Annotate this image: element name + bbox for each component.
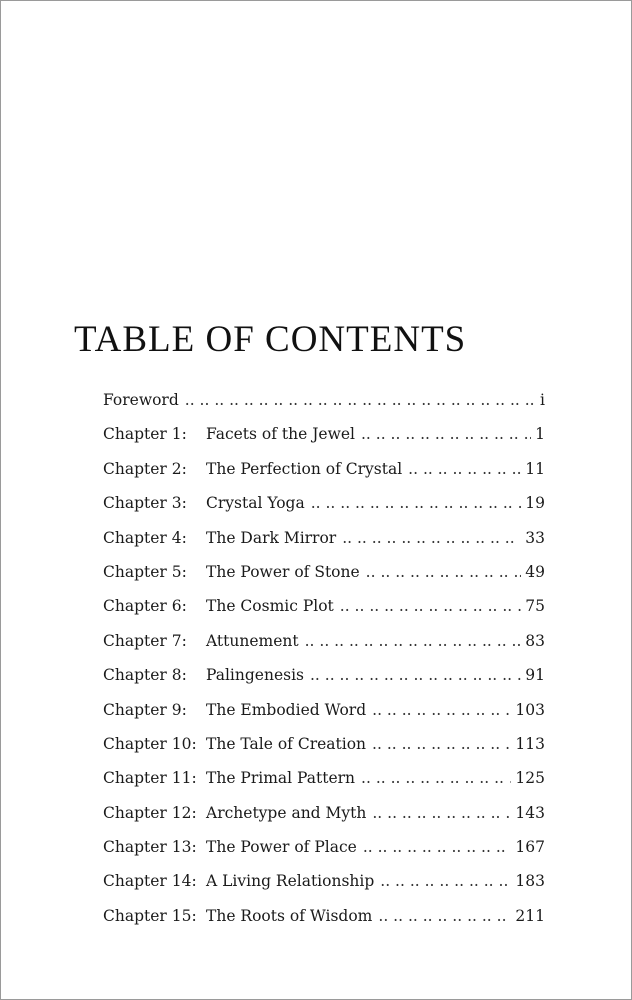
- toc-entry-foreword[interactable]: [103, 386, 545, 420]
- toc-page-number: i: [540, 391, 545, 409]
- chapter-title: The Dark Mirror: [206, 528, 337, 547]
- chapter-number: Chapter 3:: [103, 494, 187, 513]
- chapter-number: Chapter 2:: [103, 459, 187, 478]
- chapter-number: Chapter 15:: [103, 906, 197, 925]
- chapter-title: The Cosmic Plot: [206, 597, 334, 616]
- toc-page-number: 143: [515, 803, 545, 822]
- dot-leader: [361, 764, 511, 792]
- chapter-title: The Power of Place: [206, 838, 357, 857]
- toc-entry-chapter-4[interactable]: [103, 524, 545, 558]
- page-title: TABLE OF CONTENTS: [74, 319, 467, 360]
- dot-leader: [311, 489, 522, 517]
- toc-page-number: 211: [515, 906, 545, 925]
- chapter-title: The Primal Pattern: [206, 769, 356, 788]
- chapter-number: Chapter 9:: [103, 700, 187, 719]
- toc-page-number: 49: [525, 562, 545, 581]
- dot-leader: [408, 455, 521, 483]
- chapter-title: The Perfection of Crystal: [206, 459, 403, 478]
- chapter-number: Chapter 8:: [103, 666, 187, 685]
- dot-leader: [340, 592, 521, 620]
- toc-page-number: 1: [535, 425, 545, 444]
- toc-page-number: 113: [515, 734, 545, 753]
- chapter-title: Attunement: [206, 631, 299, 650]
- chapter-number: Chapter 12:: [103, 803, 197, 822]
- dot-leader: [363, 833, 512, 861]
- dot-leader: [366, 558, 522, 586]
- dot-leader: [372, 730, 511, 758]
- toc-entry-chapter-7[interactable]: [103, 627, 545, 661]
- toc-page-number: 103: [515, 700, 545, 719]
- toc-entry-chapter-6[interactable]: [103, 592, 545, 626]
- chapter-title: Archetype and Myth: [206, 803, 367, 822]
- toc-page-number: 33: [525, 528, 545, 547]
- dot-leader: [380, 867, 511, 895]
- toc-page-number: 125: [515, 769, 545, 788]
- toc-entry-chapter-12[interactable]: [103, 799, 545, 833]
- toc-entry-chapter-2[interactable]: [103, 455, 545, 489]
- dot-leader: [185, 386, 536, 414]
- chapter-number: Chapter 10:: [103, 734, 197, 753]
- chapter-number: Chapter 4:: [103, 528, 187, 547]
- toc-page-number: 75: [525, 597, 545, 616]
- chapter-title: Facets of the Jewel: [206, 425, 355, 444]
- chapter-number: Chapter 13:: [103, 838, 197, 857]
- toc-entry-chapter-1[interactable]: [103, 420, 545, 454]
- dot-leader: [372, 696, 511, 724]
- toc-entry-chapter-15[interactable]: [103, 902, 545, 936]
- dot-leader: [342, 524, 521, 552]
- chapter-number: Chapter 1:: [103, 425, 187, 444]
- dot-leader: [378, 902, 511, 930]
- table-of-contents: [103, 386, 545, 936]
- chapter-number: Chapter 11:: [103, 769, 197, 788]
- chapter-title: A Living Relationship: [206, 872, 375, 891]
- chapter-number: Chapter 7:: [103, 631, 187, 650]
- toc-page-number: 167: [515, 838, 545, 857]
- toc-entry-chapter-5[interactable]: [103, 558, 545, 592]
- toc-page-number: 19: [525, 494, 545, 513]
- dot-leader: [305, 627, 522, 655]
- chapter-number: Chapter 14:: [103, 872, 197, 891]
- toc-entry-chapter-10[interactable]: [103, 730, 545, 764]
- chapter-title: Palingenesis: [206, 666, 304, 685]
- toc-entry-chapter-9[interactable]: [103, 696, 545, 730]
- chapter-title: The Roots of Wisdom: [206, 906, 373, 925]
- chapter-number: Chapter 6:: [103, 597, 187, 616]
- toc-entry-chapter-14[interactable]: [103, 867, 545, 901]
- dot-leader: [361, 420, 531, 448]
- toc-entry-chapter-3[interactable]: [103, 489, 545, 523]
- chapter-number: Chapter 5:: [103, 562, 187, 581]
- toc-page-number: 91: [525, 666, 545, 685]
- chapter-title: The Power of Stone: [206, 562, 360, 581]
- toc-entry-chapter-8[interactable]: [103, 661, 545, 695]
- dot-leader: [310, 661, 521, 689]
- chapter-title: Crystal Yoga: [206, 494, 305, 513]
- chapter-title: The Embodied Word: [206, 700, 367, 719]
- toc-entry-chapter-11[interactable]: [103, 764, 545, 798]
- toc-page-number: 83: [525, 631, 545, 650]
- toc-entry-label: Foreword: [103, 391, 179, 409]
- chapter-title: The Tale of Creation: [206, 734, 367, 753]
- dot-leader: [372, 799, 511, 827]
- toc-entry-chapter-13[interactable]: [103, 833, 545, 867]
- toc-page-number: 183: [515, 872, 545, 891]
- toc-page-number: 11: [525, 459, 545, 478]
